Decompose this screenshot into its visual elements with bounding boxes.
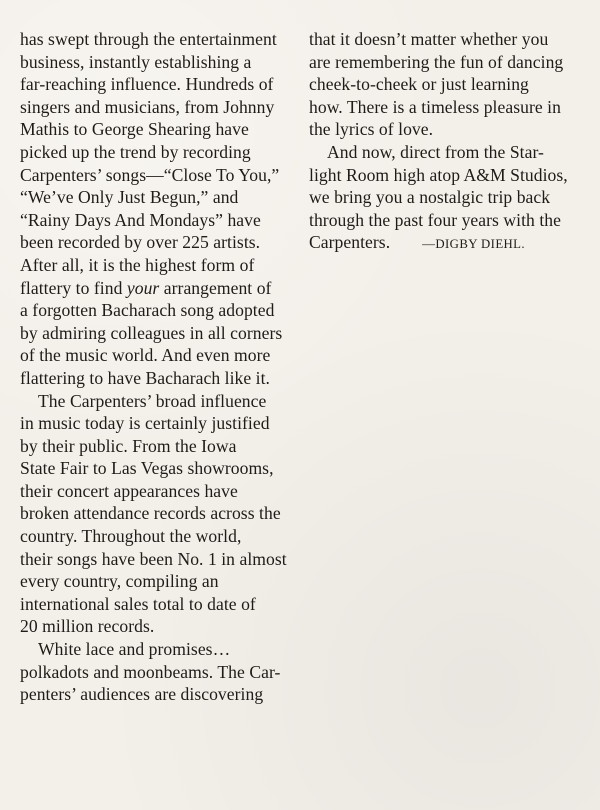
left-line-12-after: arrangement of [159,277,272,298]
left-line-30: penters’ audiences are discovering [20,684,264,705]
right-line-7: light Room high atop A&M Studios, [309,164,568,185]
left-line-14: by admiring colleagues in all corners [20,322,283,343]
left-column [20,28,300,706]
left-line-21: their concert appearances have [20,480,238,501]
left-line-23: country. Throughout the world, [20,526,242,547]
left-line-22: broken attendance records across the [20,503,281,524]
left-line-20: State Fair to Las Vegas showrooms, [20,458,274,479]
left-line-12 [20,277,300,300]
left-line-24: their songs have been No. 1 in almost [20,548,287,569]
left-line-12-before: flattery to find [20,277,127,298]
left-line-15: of the music world. And even more [20,345,271,366]
right-line-1: that it doesn’t matter whether you [309,29,549,49]
left-line-7: Carpenters’ songs—“Close To You,” [20,164,280,185]
right-line-8: we bring you a nostalgic trip back [309,187,551,208]
left-line-9: “Rainy Days And Mondays” have [20,209,261,230]
left-line-18: in music today is certainly justified [20,413,270,434]
left-line-13: a forgotten Bacharach song adopted [20,300,275,321]
left-line-25: every country, compiling an [20,571,219,592]
left-line-29: polkadots and moonbeams. The Car- [20,661,281,682]
left-line-11: After all, it is the highest form of [20,254,255,275]
right-line-2: are remembering the fun of dancing [309,51,564,72]
left-line-19: by their public. From the Iowa [20,435,237,456]
left-line-27: 20 million records. [20,616,155,637]
author-signature: —DIGBY DIEHL. [422,237,525,252]
right-line-6: And now, direct from the Star- [327,141,544,162]
right-line-9: through the past four years with the [309,209,561,230]
left-line-6: picked up the trend by recording [20,141,251,162]
left-line-5: Mathis to George Shearing have [20,119,249,140]
left-line-17: The Carpenters’ broad influence [38,390,267,411]
right-line-5: the lyrics of love. [309,119,434,140]
left-line-16: flattering to have Bacharach like it. [20,367,271,388]
right-column [309,28,594,256]
right-line-4: how. There is a timeless pleasure in [309,96,561,117]
right-line-3: cheek-to-cheek or just learning [309,74,529,95]
left-line-10: been recorded by over 225 artists. [20,232,261,253]
left-line-1: has swept through the entertainment [20,29,277,49]
left-line-28: White lace and promises… [38,639,231,660]
left-line-26: international sales total to date of [20,593,256,614]
left-line-3: far-reaching influence. Hundreds of [20,74,274,95]
right-line-10-text: Carpenters. [309,232,391,253]
left-line-2: business, instantly establishing a [20,51,252,72]
right-line-10 [309,231,594,256]
left-line-8: “We’ve Only Just Begun,” and [20,187,239,208]
left-line-4: singers and musicians, from Johnny [20,96,275,117]
left-line-12-emphasis: your [126,277,160,298]
